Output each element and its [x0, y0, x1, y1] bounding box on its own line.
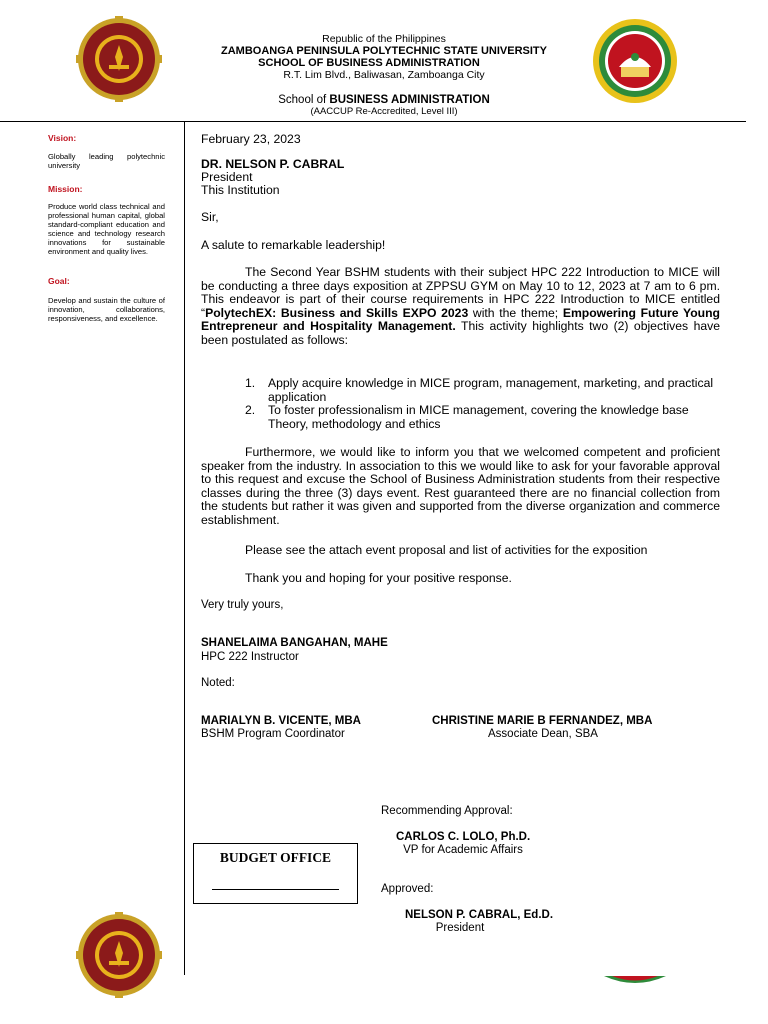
- sender-title: HPC 222 Instructor: [201, 651, 299, 663]
- noted1-title: BSHM Program Coordinator: [201, 728, 345, 740]
- objective-number: 2.: [245, 403, 256, 417]
- paragraph-1: [201, 266, 720, 348]
- recipient-title: President: [201, 170, 253, 184]
- accreditation: (AACCUP Re-Accredited, Level III): [310, 106, 458, 117]
- noted-label: Noted:: [201, 677, 235, 689]
- goal-label: Goal:: [48, 276, 70, 286]
- header-university: ZAMBOANGA PENINSULA POLYTECHNIC STATE UNIVERSITY: [221, 45, 547, 57]
- budget-office-box: [193, 843, 358, 904]
- school-title: [0, 94, 768, 106]
- recipient-org: This Institution: [201, 183, 280, 197]
- approved-title: President: [435, 922, 485, 934]
- header-school: SCHOOL OF BUSINESS ADMINISTRATION: [258, 57, 480, 69]
- mission-text: Produce world class technical and professional human capital, global standard-compliant education and science and technology research innovations for sustainable environment and quality lives.: [48, 202, 165, 256]
- vision-text: Globally leading polytechnic university: [48, 152, 165, 170]
- objective-text: Apply acquire knowledge in MICE program, management, marketing, and practical application: [268, 376, 714, 404]
- noted1-name: MARIALYN B. VICENTE, MBA: [201, 715, 361, 727]
- noted2-name: CHRISTINE MARIE B FERNANDEZ, MBA: [432, 715, 653, 727]
- objective-number: 1.: [245, 376, 256, 390]
- objective-item: [245, 377, 720, 404]
- sender-name: SHANELAIMA BANGAHAN, MAHE: [201, 637, 388, 649]
- p1-part-a: The Second Year BSHM students with their subject HPC 222 Introduction to MICE will be conducting a three days exposition at ZPPSU GYM on May 10 to 12, 2023 at 7 am to 6 pm. This endeavor is part of their course requirements in HPC 222 Introduction to MICE entitled “: [201, 265, 720, 320]
- objective-item: [245, 404, 720, 431]
- header-republic: Republic of the Philippines: [322, 33, 446, 45]
- paragraph-3: Please see the attach event proposal and list of activities for the exposition: [245, 543, 648, 557]
- noted2-title: Associate Dean, SBA: [488, 728, 598, 740]
- p1-part-c: This activity highlights two (2) objectives have been postulated as follows:: [201, 319, 720, 347]
- approved-name: NELSON P. CABRAL, Ed.D.: [405, 909, 554, 921]
- recommending-name: CARLOS C. LOLO, Ph.D.: [396, 831, 531, 843]
- paragraph-4: Thank you and hoping for your positive response.: [245, 571, 512, 585]
- goal-text: Develop and sustain the culture of innovation, collaborations, responsiveness, and excellence.: [48, 296, 165, 323]
- closing: Very truly yours,: [201, 599, 284, 611]
- school-title-prefix: School of: [278, 94, 330, 106]
- header-divider: [0, 121, 746, 122]
- p1-part-b: with the theme;: [468, 305, 563, 320]
- school-seal-bottom-right-partial: [604, 976, 666, 988]
- objective-text: To foster professionalism in MICE management, covering the knowledge base Theory, methodology and ethics: [268, 403, 689, 431]
- letter-date: February 23, 2023: [201, 132, 301, 146]
- budget-office-title: BUDGET OFFICE: [219, 850, 332, 865]
- budget-signature-line: [212, 889, 339, 890]
- university-seal-bottom-left: [76, 912, 162, 998]
- recommending-label: Recommending Approval:: [381, 805, 513, 817]
- salutation: Sir,: [201, 210, 219, 224]
- recommending-title: VP for Academic Affairs: [403, 844, 523, 856]
- event-theme: Empowering Future Young Entrepreneur and Hospitality Management.: [201, 305, 720, 334]
- vision-label: Vision:: [48, 133, 77, 143]
- recipient-name: DR. NELSON P. CABRAL: [201, 157, 345, 171]
- paragraph-2: Furthermore, we would like to inform you that we welcomed competent and proficient speaker from the industry. In association to this we would like to ask for your favorable approval to this request and excuse the School of Business Administration students from their respective classes during the three (3) days event. Rest guaranteed there are no financial collection from the students but rather it was given and supported from the diverse organization and commerce establishment.: [201, 445, 720, 527]
- header-address: R.T. Lim Blvd., Baliwasan, Zamboanga City: [283, 69, 485, 81]
- approved-label: Approved:: [381, 883, 434, 895]
- sidebar-divider: [184, 122, 185, 975]
- mission-label: Mission:: [48, 184, 83, 194]
- school-title-main: BUSINESS ADMINISTRATION: [329, 94, 490, 106]
- event-title: PolytechEX: Business and Skills EXPO 2023: [205, 305, 469, 320]
- opening-line: A salute to remarkable leadership!: [201, 238, 386, 252]
